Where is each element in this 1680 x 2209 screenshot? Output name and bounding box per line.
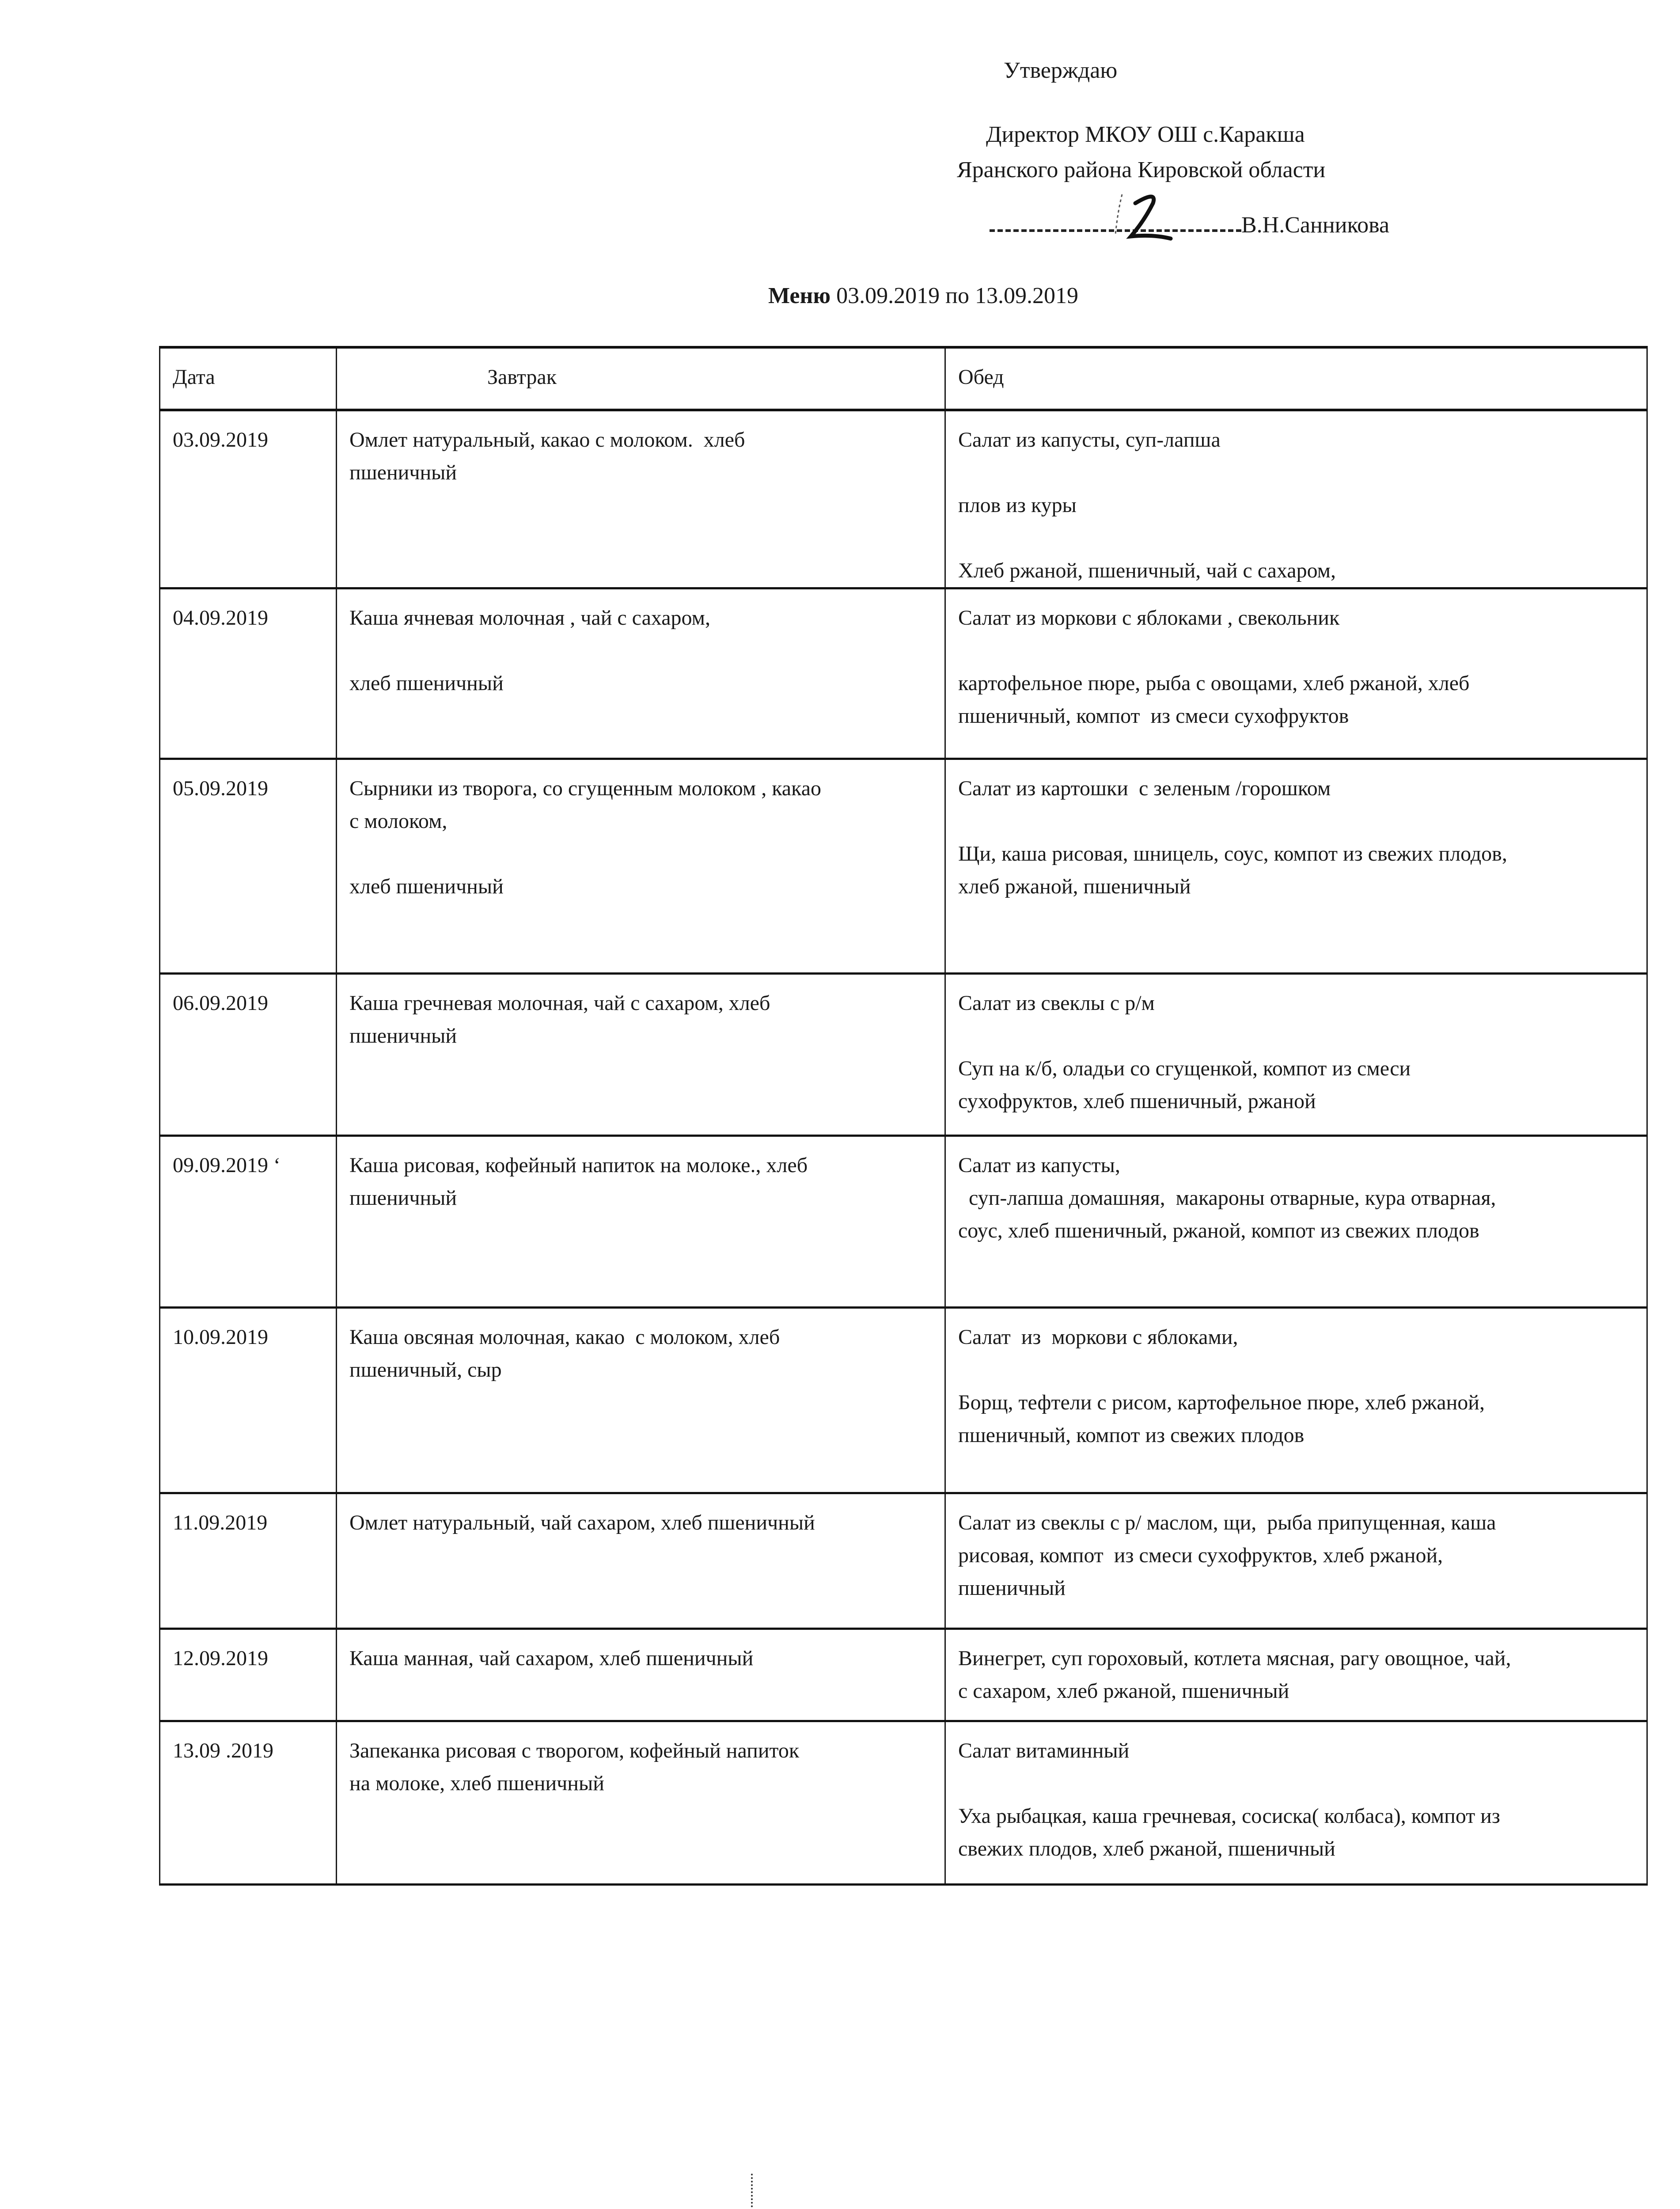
lunch-line: пшеничный	[958, 1576, 1066, 1600]
signer-name: В.Н.Санникова	[1241, 213, 1390, 238]
breakfast-line: Сырники из творога, со сгущенным молоком , какао	[349, 777, 821, 800]
table-row	[160, 588, 1647, 759]
lunch-line: Суп на к/б, оладьи со сгущенкой, компот из смеси	[958, 1057, 1411, 1080]
line-gap	[958, 634, 1637, 667]
row-breakfast	[337, 588, 945, 759]
breakfast-line: Каша манная, чай сахаром, хлеб пшеничный	[349, 1647, 754, 1670]
lunch-line: Уха рыбацкая, каша гречневая, сосиска( колбаса), компот из	[958, 1804, 1500, 1828]
lunch-line: Салат из свеклы с р/м	[958, 991, 1155, 1015]
lunch-line: свежих плодов, хлеб ржаной, пшеничный	[958, 1837, 1335, 1860]
table-row	[160, 1721, 1647, 1885]
approver-region: Яранского района Кировской области	[957, 157, 1326, 182]
lunch-line: Салат из капусты,	[958, 1154, 1120, 1177]
menu-table	[159, 346, 1648, 1886]
line-gap	[958, 456, 1637, 489]
breakfast-line: Запеканка рисовая с творогом, кофейный напиток	[349, 1739, 800, 1762]
row-breakfast	[337, 759, 945, 974]
lunch-line: хлеб ржаной, пшеничный	[958, 875, 1191, 898]
lunch-line: Хлеб ржаной, пшеничный, чай с сахаром,	[958, 559, 1336, 582]
table-row	[160, 759, 1647, 974]
lunch-line: Винегрет, суп гороховый, котлета мясная, рагу овощное, чай,	[958, 1647, 1511, 1670]
breakfast-line: Каша ячневая молочная , чай с сахаром,	[349, 606, 711, 630]
lunch-line: Салат из капусты, суп-лапша	[958, 428, 1221, 452]
line-gap	[958, 1020, 1637, 1052]
row-lunch	[945, 1629, 1647, 1721]
row-breakfast	[337, 1629, 945, 1721]
row-lunch	[945, 1493, 1647, 1629]
line-gap	[958, 1354, 1637, 1386]
row-breakfast	[337, 1493, 945, 1629]
row-date: 09.09.2019 ‘	[160, 1136, 337, 1308]
signature-row	[990, 212, 1389, 238]
row-date: 13.09 .2019	[160, 1721, 337, 1885]
header-date: Дата	[160, 347, 337, 410]
row-lunch	[945, 410, 1647, 588]
table-row	[160, 1493, 1647, 1629]
row-date: 05.09.2019	[160, 759, 337, 974]
page-title	[0, 283, 1680, 309]
lunch-line: Салат из моркови с яблоками , свекольник	[958, 606, 1340, 630]
header-lunch: Обед	[945, 347, 1647, 410]
lunch-line: суп-лапша домашняя, макароны отварные, кура отварная,	[958, 1186, 1496, 1210]
lunch-line: с сахаром, хлеб ржаной, пшеничный	[958, 1679, 1289, 1703]
line-gap	[958, 805, 1637, 838]
approver-position: Директор МКОУ ОШ с.Каракша	[986, 122, 1305, 147]
breakfast-line: Каша гречневая молочная, чай с сахаром, хлеб	[349, 991, 770, 1015]
table-row	[160, 1136, 1647, 1308]
breakfast-line: пшеничный	[349, 461, 457, 484]
row-breakfast	[337, 410, 945, 588]
lunch-line: пшеничный, компот из смеси сухофруктов	[958, 704, 1349, 728]
row-date: 06.09.2019	[160, 974, 337, 1136]
lunch-line: соус, хлеб пшеничный, ржаной, компот из свежих плодов	[958, 1219, 1479, 1242]
line-gap	[349, 838, 935, 870]
row-lunch	[945, 1136, 1647, 1308]
lunch-line: плов из куры	[958, 493, 1077, 517]
row-lunch	[945, 974, 1647, 1136]
lunch-line: Борщ, тефтели с рисом, картофельное пюре, хлеб ржаной,	[958, 1391, 1485, 1414]
lunch-line: рисовая, компот из смеси сухофруктов, хлеб ржаной,	[958, 1544, 1443, 1567]
row-breakfast	[337, 1136, 945, 1308]
breakfast-line: хлеб пшеничный	[349, 672, 504, 695]
lunch-line: Салат из картошки с зеленым /горошком	[958, 777, 1331, 800]
table-row	[160, 974, 1647, 1136]
scan-mark	[751, 2174, 759, 2209]
breakfast-line: Омлет натуральный, чай сахаром, хлеб пшеничный	[349, 1511, 815, 1534]
table-row	[160, 1629, 1647, 1721]
lunch-line: Салат из моркови с яблоками,	[958, 1325, 1238, 1349]
line-gap	[958, 1767, 1637, 1800]
breakfast-line: с молоком,	[349, 809, 447, 833]
breakfast-line: пшеничный, сыр	[349, 1358, 502, 1382]
row-breakfast	[337, 974, 945, 1136]
lunch-line: Салат витаминный	[958, 1739, 1130, 1762]
row-date: 12.09.2019	[160, 1629, 337, 1721]
table-header-row	[160, 347, 1647, 410]
lunch-line: Салат из свеклы с р/ маслом, щи, рыба припущенная, каша	[958, 1511, 1496, 1534]
breakfast-line: Омлет натуральный, какао с молоком. хлеб	[349, 428, 745, 452]
breakfast-line: Каша овсяная молочная, какао с молоком, хлеб	[349, 1325, 780, 1349]
lunch-line: Щи, каша рисовая, шницель, соус, компот из свежих плодов,	[958, 842, 1507, 865]
breakfast-line: хлеб пшеничный	[349, 875, 504, 898]
breakfast-line: на молоке, хлеб пшеничный	[349, 1772, 604, 1795]
page-title-range: 03.09.2019 по 13.09.2019	[831, 283, 1078, 308]
row-date: 11.09.2019	[160, 1493, 337, 1629]
signature-icon	[1104, 186, 1184, 243]
header-breakfast: Завтрак	[337, 347, 945, 410]
row-lunch	[945, 1721, 1647, 1885]
row-lunch	[945, 759, 1647, 974]
approval-heading: Утверждаю	[1004, 58, 1118, 83]
table-row	[160, 1308, 1647, 1493]
row-date: 04.09.2019	[160, 588, 337, 759]
lunch-line: сухофруктов, хлеб пшеничный, ржаной	[958, 1089, 1316, 1113]
row-breakfast	[337, 1308, 945, 1493]
page-title-word: Меню	[768, 283, 831, 308]
lunch-line: пшеничный, компот из свежих плодов	[958, 1423, 1305, 1447]
breakfast-line: Каша рисовая, кофейный напиток на молоке., хлеб	[349, 1154, 808, 1177]
line-gap	[349, 634, 935, 667]
row-lunch	[945, 588, 1647, 759]
lunch-line: картофельное пюре, рыба с овощами, хлеб ржаной, хлеб	[958, 672, 1470, 695]
row-date: 03.09.2019	[160, 410, 337, 588]
table-row	[160, 410, 1647, 588]
row-breakfast	[337, 1721, 945, 1885]
line-gap	[958, 522, 1637, 554]
row-lunch	[945, 1308, 1647, 1493]
row-date: 10.09.2019	[160, 1308, 337, 1493]
breakfast-line: пшеничный	[349, 1186, 457, 1210]
breakfast-line: пшеничный	[349, 1024, 457, 1048]
